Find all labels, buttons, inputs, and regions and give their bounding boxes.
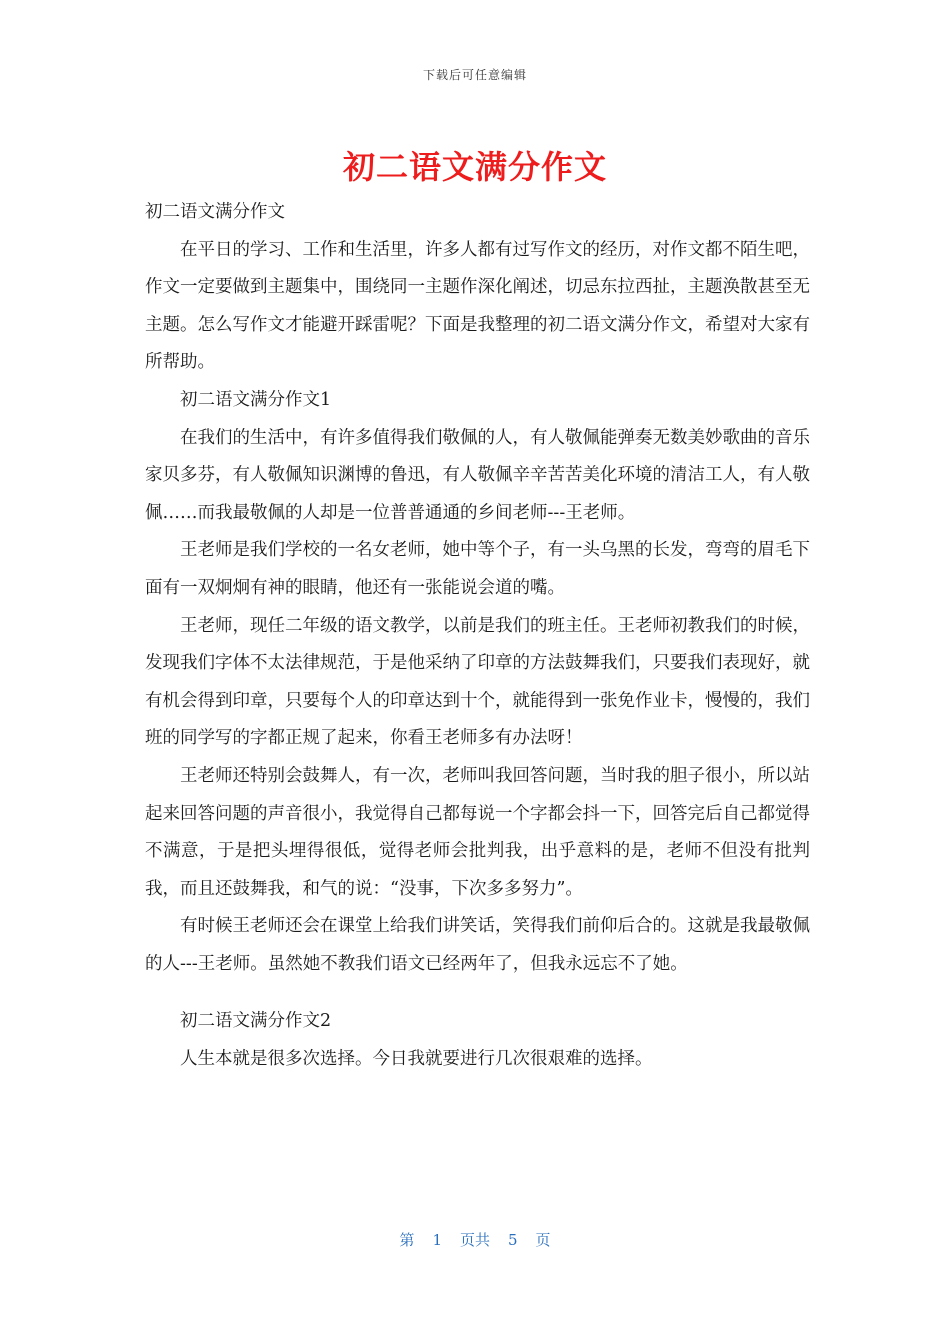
essay-2-heading: 初二语文满分作文2 xyxy=(180,1011,332,1032)
essay-1-heading: 初二语文满分作文1 xyxy=(180,389,332,410)
intro-paragraph: 在平日的学习、工作和生活里，许多人都有过写作文的经历，对作文都不陌生吧，作文一定要做到主题集中，围绕同一主题作深化阐述，切忌东拉西扯，主题涣散甚至无主题。怎么写作文才能避开踩雷呢？下面是我整理的初二语文满分作文，希望对大家有所帮助。 xyxy=(145,239,810,373)
essay-1-paragraph-4: 王老师还特别会鼓舞人，有一次，老师叫我回答问题，当时我的胆子很小，所以站起来回答问题的声音很小，我觉得自己都每说一个字都会抖一下，回答完后自己都觉得不满意，于是把头埋得很低，觉得老师会批判我，出乎意料的是，老师不但没有批判我，而且还鼓舞我，和气的说：“没事，下次多多努力”。 xyxy=(145,765,810,899)
document-title: 初二语文满分作文 xyxy=(342,148,607,186)
essay-1-paragraph-3: 王老师，现任二年级的语文教学，以前是我们的班主任。王老师初教我们的时候，发现我们字体不太法律规范，于是他采纳了印章的方法鼓舞我们，只要我们表现好，就有机会得到印章，只要每个人的印章达到十个，就能得到一张免作业卡，慢慢的，我们班的同学写的字都正规了起来，你看王老师多有办法呀！ xyxy=(145,615,810,749)
essay-1-paragraph-1: 在我们的生活中，有许多值得我们敬佩的人，有人敬佩能弹奏无数美妙歌曲的音乐家贝多芬，有人敬佩知识渊博的鲁迅，有人敬佩辛辛苦苦美化环境的清洁工人，有人敬佩……而我最敬佩的人却是一位普普通通的乡间老师---王老师。 xyxy=(145,427,810,523)
essay-1-paragraph-2: 王老师是我们学校的一名女老师，她中等个子，有一头乌黑的长发，弯弯的眉毛下面有一双炯炯有神的眼睛，他还有一张能说会道的嘴。 xyxy=(145,540,810,598)
footer-suffix: 页 xyxy=(535,1231,551,1249)
essay-2-paragraph-1: 人生本就是很多次选择。今日我就要进行几次很艰难的选择。 xyxy=(180,1049,653,1070)
footer-page-number: 1 xyxy=(432,1231,442,1249)
subtitle-paragraph: 初二语文满分作文 xyxy=(145,202,285,222)
document-body xyxy=(145,194,810,1079)
page-header-note: 下载后可任意编辑 xyxy=(422,68,527,82)
essay-1-paragraph-5: 有时候王老师还会在课堂上给我们讲笑话，笑得我们前仰后合的。这就是我最敬佩的人---王老师。虽然她不教我们语文已经两年了，但我永远忘不了她。 xyxy=(145,916,810,974)
footer-total-pages: 5 xyxy=(508,1231,518,1249)
page-footer xyxy=(0,1229,950,1250)
footer-prefix: 第 xyxy=(399,1231,415,1249)
footer-middle: 页共 xyxy=(459,1231,490,1249)
